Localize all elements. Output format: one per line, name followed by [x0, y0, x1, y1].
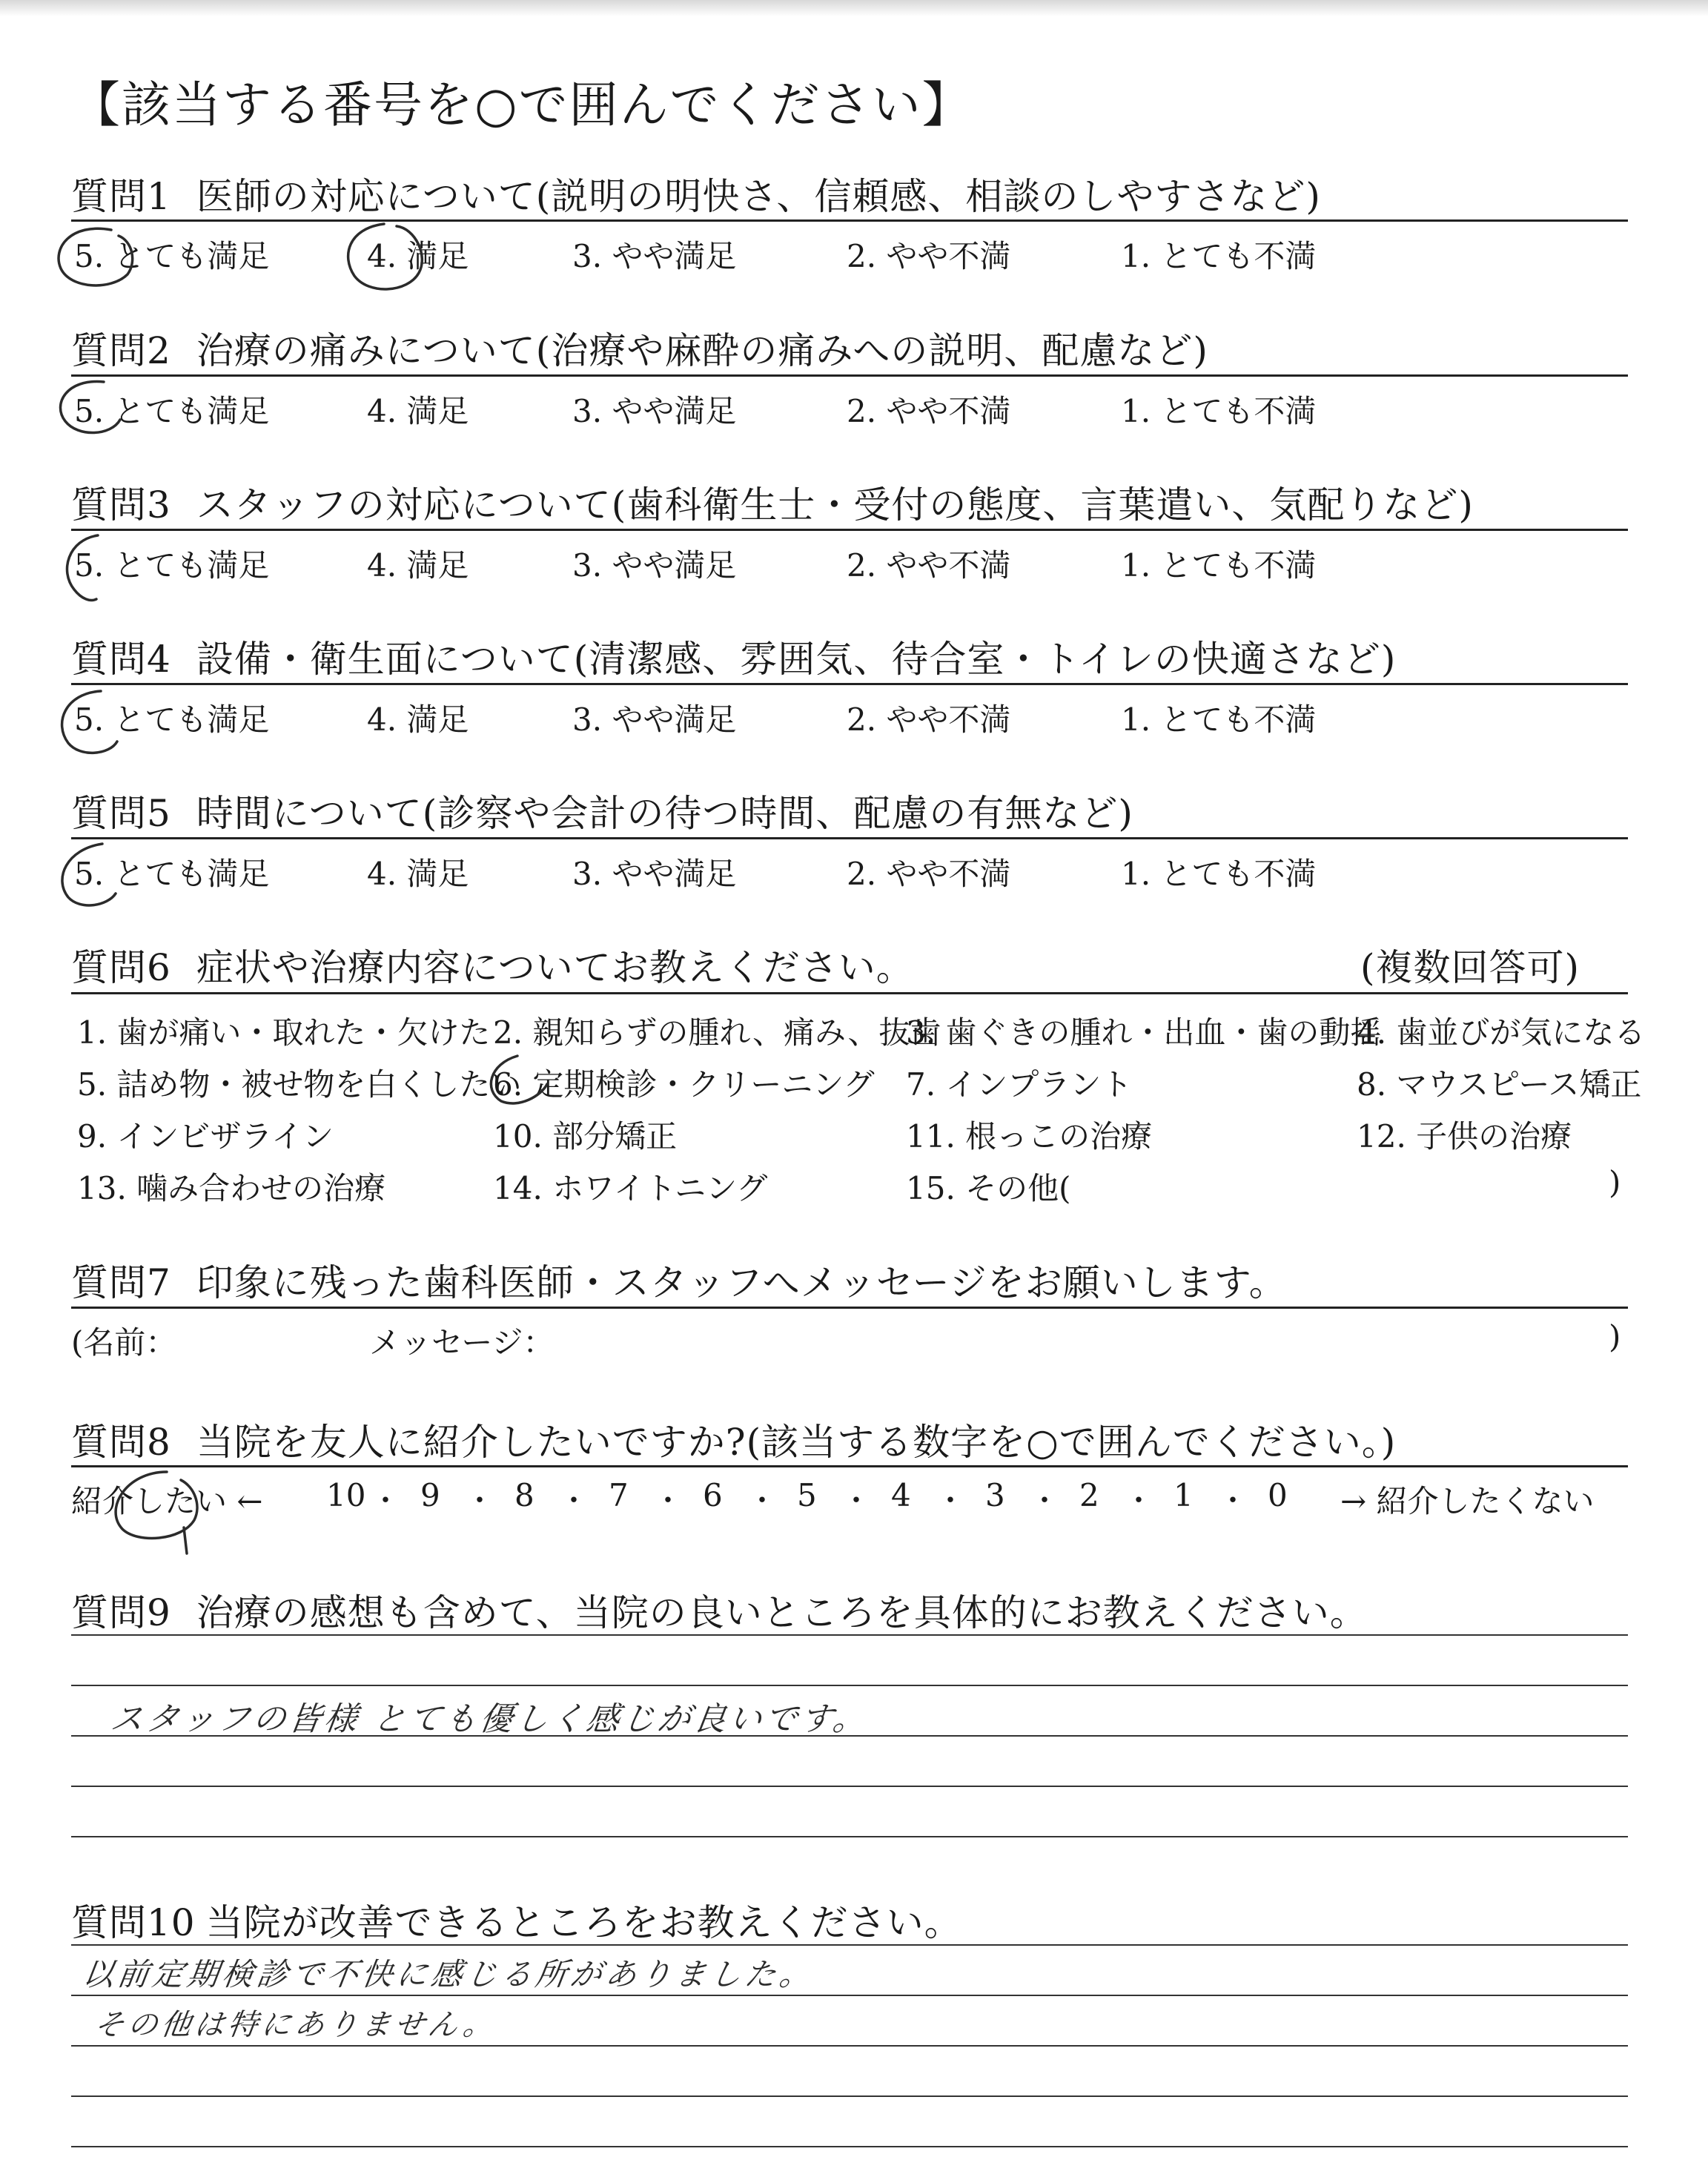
- q8-scale-0[interactable]: 0: [1268, 1477, 1288, 1513]
- q8-left-label: 紹介したい ←: [71, 1483, 263, 1519]
- q3-option-4[interactable]: 4. 満足: [367, 547, 469, 584]
- q6-item-15[interactable]: 15. その他(: [906, 1170, 1071, 1206]
- q6-item-13[interactable]: 13. 噛み合わせの治療: [77, 1170, 386, 1206]
- q8-scale-separator: ・: [371, 1484, 400, 1518]
- q5-option-1[interactable]: 1. とても不満: [1121, 856, 1317, 892]
- q6-item-10[interactable]: 10. 部分矯正: [493, 1118, 678, 1155]
- q6-item-3[interactable]: 3. 歯ぐきの腫れ・出血・歯の動揺: [906, 1014, 1382, 1051]
- multiple-answers-note: (複数回答可): [1360, 946, 1580, 989]
- q8-scale-4[interactable]: 4: [891, 1477, 911, 1513]
- q7-close-paren: ): [1609, 1318, 1621, 1355]
- q2-option-1[interactable]: 1. とても不満: [1121, 393, 1317, 429]
- question-6-text: 症状や治療内容についてお教えください。: [196, 946, 914, 989]
- question-8-text: 当院を友人に紹介したいですか?(該当する数字を○で囲んでください。): [196, 1421, 1397, 1464]
- q8-scale-7[interactable]: 7: [609, 1477, 629, 1513]
- q8-scale-9[interactable]: 9: [420, 1477, 440, 1513]
- question-2-text: 治療の痛みについて(治療や麻酔の痛みへの説明、配慮など): [196, 329, 1208, 372]
- question-8-label: 質問8: [71, 1421, 171, 1464]
- question-4-label: 質問4: [71, 638, 171, 681]
- q5-option-4[interactable]: 4. 満足: [367, 856, 469, 892]
- q1-option-1[interactable]: 1. とても不満: [1121, 238, 1317, 274]
- q6-other-close-paren: ): [1609, 1164, 1621, 1200]
- q6-item-11[interactable]: 11. 根っこの治療: [906, 1118, 1153, 1155]
- q1-option-5[interactable]: 5. とても満足: [74, 238, 270, 274]
- q8-scale-3[interactable]: 3: [985, 1477, 1005, 1513]
- page-title: 【該当する番号を○で囲んでください】: [71, 76, 973, 133]
- question-10-text: 当院が改善できるところをお教えください。: [205, 1901, 962, 1944]
- q10-handwritten-answer-line-1: 以前定期検診で不快に感じる所がありました。: [80, 1956, 818, 1992]
- q8-scale-separator: ・: [1124, 1484, 1153, 1518]
- question-7-label: 質問7: [71, 1261, 171, 1304]
- q6-item-12[interactable]: 12. 子供の治療: [1357, 1118, 1572, 1155]
- q1-option-2[interactable]: 2. やや不満: [847, 238, 1011, 274]
- q2-option-4[interactable]: 4. 満足: [367, 393, 469, 429]
- q8-scale-separator: ・: [936, 1484, 965, 1518]
- q8-circle-tail: [184, 1527, 187, 1553]
- q1-circle-4: [348, 224, 423, 289]
- q8-scale-separator: ・: [559, 1484, 589, 1518]
- q6-item-7[interactable]: 7. インプラント: [906, 1066, 1133, 1103]
- question-5-label: 質問5: [71, 792, 171, 835]
- q8-scale-separator: ・: [653, 1484, 683, 1518]
- q4-option-2[interactable]: 2. やや不満: [847, 701, 1011, 738]
- q5-option-2[interactable]: 2. やや不満: [847, 856, 1011, 892]
- q3-circle-5: [67, 535, 98, 600]
- question-6-label: 質問6: [71, 946, 171, 989]
- q8-scale-separator: ・: [1030, 1484, 1059, 1518]
- q8-scale-separator: ・: [465, 1484, 494, 1518]
- q7-name-field[interactable]: (名前：: [71, 1324, 177, 1361]
- q8-scale-10[interactable]: 10: [326, 1477, 366, 1513]
- q6-circle-6: [491, 1056, 547, 1103]
- q6-item-8[interactable]: 8. マウスピース矯正: [1357, 1066, 1642, 1103]
- question-3-text: スタッフの対応について(歯科衛生士・受付の態度、言葉遣い、気配りなど): [196, 483, 1474, 526]
- q1-option-3[interactable]: 3. やや満足: [572, 238, 737, 274]
- q8-scale-2[interactable]: 2: [1079, 1477, 1099, 1513]
- question-9-text: 治療の感想も含めて、当院の良いところを具体的にお教えください。: [196, 1591, 1368, 1634]
- question-4-text: 設備・衛生面について(清潔感、雰囲気、待合室・トイレの快適さなど): [196, 638, 1397, 681]
- q8-scale-1[interactable]: 1: [1174, 1477, 1194, 1513]
- q5-option-5[interactable]: 5. とても満足: [74, 856, 270, 892]
- q5-circle-5: [62, 844, 116, 905]
- q3-option-3[interactable]: 3. やや満足: [572, 547, 737, 584]
- q8-right-label: → 紹介したくない: [1340, 1483, 1595, 1519]
- question-7-text: 印象に残った歯科医師・スタッフへメッセージをお願いします。: [196, 1261, 1287, 1304]
- question-3-label: 質問3: [71, 483, 171, 526]
- question-1-label: 質問1: [71, 175, 171, 218]
- q8-scale-separator: ・: [841, 1484, 871, 1518]
- q6-item-1[interactable]: 1. 歯が痛い・取れた・欠けた: [77, 1014, 491, 1051]
- q2-circle-5: [60, 382, 120, 433]
- q6-item-4[interactable]: 4. 歯並びが気になる: [1357, 1014, 1646, 1051]
- q5-option-3[interactable]: 3. やや満足: [572, 856, 737, 892]
- q3-option-1[interactable]: 1. とても不満: [1121, 547, 1317, 584]
- q1-option-4[interactable]: 4. 満足: [367, 238, 469, 274]
- q1-circle-5: [59, 228, 133, 285]
- q2-option-2[interactable]: 2. やや不満: [847, 393, 1011, 429]
- q2-option-3[interactable]: 3. やや満足: [572, 393, 737, 429]
- question-2-label: 質問2: [71, 329, 171, 372]
- q4-option-1[interactable]: 1. とても不満: [1121, 701, 1317, 738]
- q10-handwritten-answer-line-2: その他は特にありません。: [92, 2008, 500, 2042]
- q4-circle-5: [62, 691, 117, 753]
- q3-option-5[interactable]: 5. とても満足: [74, 547, 270, 584]
- question-1-text: 医師の対応について(説明の明快さ、信頼感、相談のしやすさなど): [196, 175, 1321, 218]
- q8-scale-8[interactable]: 8: [514, 1477, 534, 1513]
- q7-message-field[interactable]: メッセージ：: [369, 1324, 555, 1361]
- question-5-text: 時間について(診察や会計の待つ時間、配慮の有無など): [196, 792, 1133, 835]
- q3-option-2[interactable]: 2. やや不満: [847, 547, 1011, 584]
- q6-item-2[interactable]: 2. 親知らずの腫れ、痛み、抜歯: [493, 1014, 941, 1051]
- q6-item-14[interactable]: 14. ホワイトニング: [493, 1170, 768, 1206]
- q8-scale-6[interactable]: 6: [703, 1477, 723, 1513]
- q4-option-4[interactable]: 4. 満足: [367, 701, 469, 738]
- q8-scale-separator: ・: [747, 1484, 777, 1518]
- q6-item-6[interactable]: 6. 定期検診・クリーニング: [493, 1066, 875, 1103]
- q4-option-3[interactable]: 3. やや満足: [572, 701, 737, 738]
- q8-scale-separator: ・: [1218, 1484, 1248, 1518]
- question-10-label: 質問10: [71, 1901, 196, 1944]
- q9-handwritten-answer: スタッフの皆様 とても優しく感じが良いです。: [107, 1700, 872, 1738]
- q8-scale-5[interactable]: 5: [797, 1477, 817, 1513]
- q6-item-5[interactable]: 5. 詰め物・被せ物を白くしたい: [77, 1066, 522, 1103]
- q2-option-5[interactable]: 5. とても満足: [74, 393, 270, 429]
- q6-item-9[interactable]: 9. インビザライン: [77, 1118, 334, 1155]
- q4-option-5[interactable]: 5. とても満足: [74, 701, 270, 738]
- question-9-label: 質問9: [71, 1591, 171, 1634]
